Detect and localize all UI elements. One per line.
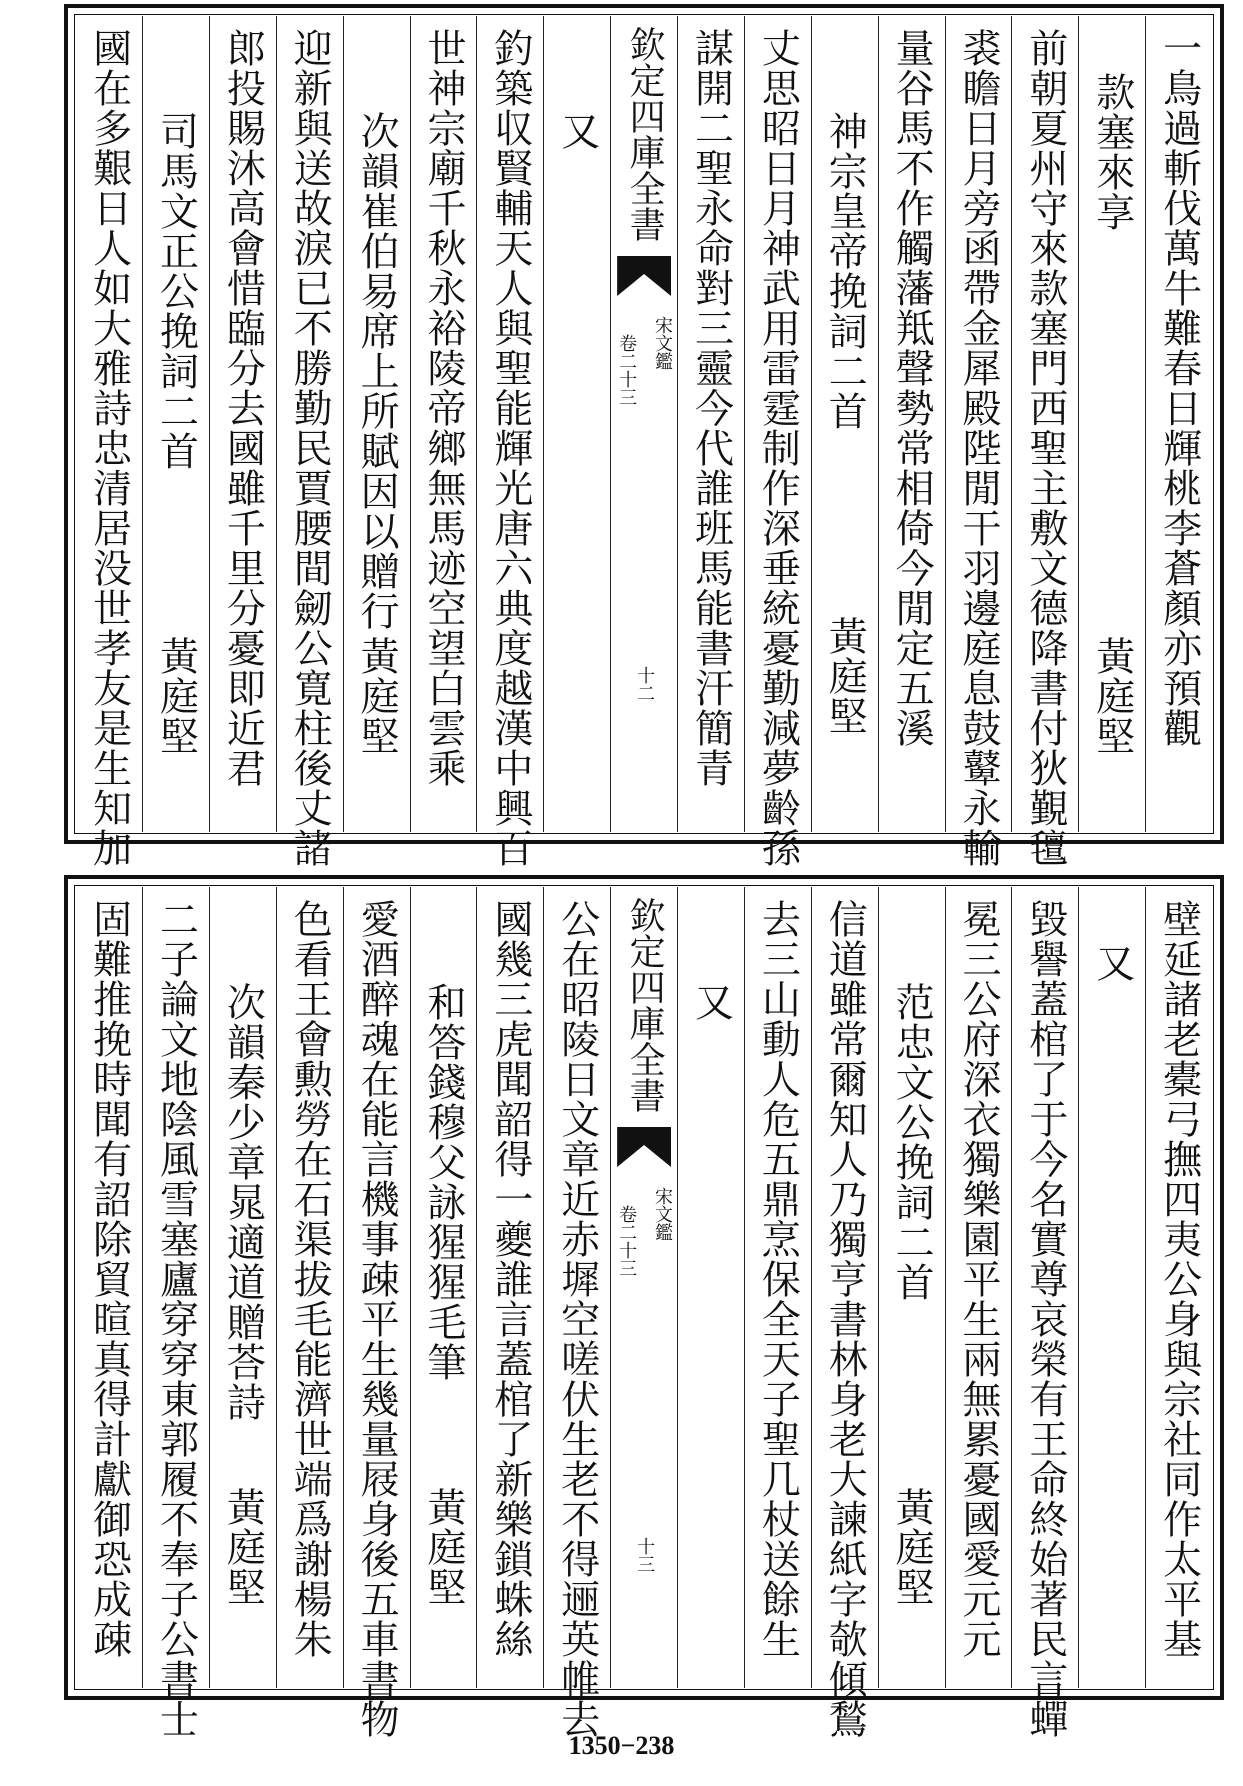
poem-author: 黃庭堅: [889, 1487, 935, 1607]
text-line: 釣築収賢輔天人與聖能輝光唐六典度越漢中興百: [487, 28, 533, 868]
text-column: [1012, 16, 1079, 868]
page-number: 1350−238: [568, 1731, 675, 1760]
poem-title: 和答錢穆父詠猩猩毛筆: [420, 982, 466, 1382]
text-column: [277, 16, 344, 868]
text-column: [544, 887, 611, 1739]
text-line: 壁延諸老橐弓撫四夷公身與宗社同作太平基: [1156, 899, 1202, 1659]
poem-title: 款塞來享: [1089, 72, 1135, 232]
text-line: 固難推挽時聞有詔除貿暄真得計獻御恐成疎: [86, 899, 132, 1659]
text-column: [946, 16, 1013, 868]
text-line: 世神宗廟千秋永裕陵帝鄉無馬迹空望白雲乘: [420, 28, 466, 788]
center-banner: [611, 16, 678, 832]
text-column: [143, 16, 210, 832]
text-column: [411, 887, 478, 1688]
text-line: 迎新與送故淚已不勝勤民賈腰間劒公寛柱後丈諸: [287, 28, 333, 868]
poem-title: 范忠文公挽詞二首: [889, 982, 935, 1302]
poem-author: 黃庭堅: [153, 636, 199, 756]
text-line: 郎投賜沐高會惜臨分去國雖千里分憂即近君: [220, 28, 266, 788]
poem-title: 又: [554, 111, 600, 151]
text-line: 國幾三虎聞韶得一夔誰言蓋棺了新樂鎖蛛絲: [487, 899, 533, 1659]
poem-title: 司馬文正公挽詞二首: [153, 111, 199, 471]
volume-label: 卷二十三: [616, 1205, 638, 1277]
leaf-number: 十二: [634, 666, 656, 702]
text-line: 一鳥過斬伐萬牛難春日輝桃李蒼顏亦預觀: [1156, 28, 1202, 748]
text-line: 裘瞻日月旁函帶金犀殿陛閒干羽邊庭息鼓鼙永輸: [955, 28, 1001, 868]
text-column: [210, 16, 277, 832]
poem-title: 神宗皇帝挽詞二首: [822, 111, 868, 431]
text-column: [344, 887, 411, 1739]
text-column: [1146, 16, 1212, 832]
poem-author: 黃庭堅: [220, 1487, 266, 1607]
book-series-title: 欽定四庫全書: [624, 897, 666, 1113]
text-line: 色看王會勲勞在石渠拔毛能濟世端爲謝楊朱: [287, 899, 333, 1659]
poem-title: 次韻崔伯易席上所賦因以贈行: [354, 111, 400, 631]
text-line: 國在多艱日人如大雅詩忠清居没世孝友是生知加: [86, 28, 132, 868]
text-column: [812, 16, 879, 832]
leaf-number: 十三: [634, 1537, 656, 1573]
text-column: [210, 887, 277, 1688]
poem-title: 次韻秦少章晁適道贈荅詩: [220, 982, 266, 1422]
text-line: 量谷馬不作觸藩羝聲勢常相倚今閒定五溪: [889, 28, 935, 748]
text-line: 二子論文地陰風雪塞廬穿穿東郭履不奉子公書士: [153, 899, 199, 1739]
book-name: 宋文鑑: [652, 1187, 673, 1241]
text-line: 去三山動人危五鼎烹保全天子聖几杖送餘生: [755, 899, 801, 1659]
volume-label: 卷二十三: [616, 334, 638, 406]
text-column: [277, 887, 344, 1688]
text-column: [678, 16, 745, 832]
poem-author: 黃庭堅: [822, 616, 868, 736]
poem-author: 黃庭堅: [354, 636, 400, 756]
text-column: [812, 887, 879, 1739]
book-name: 宋文鑑: [652, 316, 673, 370]
bottom-page-panel: [64, 875, 1224, 1739]
text-line: 前朝夏州守來款塞門西聖主敷文德降書付狄覲氊: [1022, 28, 1068, 868]
text-line: 毀譽蓋棺了于今名實尊哀榮有王命終始著民言蟬: [1022, 899, 1068, 1739]
center-banner: [611, 887, 678, 1688]
text-line: 冕三公府深衣獨樂園平生兩無累憂國愛元元: [955, 899, 1001, 1659]
text-column: [143, 887, 210, 1739]
text-column: [76, 16, 143, 868]
text-column: [678, 887, 745, 1688]
poem-title: 又: [688, 982, 734, 1022]
text-column: [1079, 887, 1146, 1688]
text-line: 丈思昭日月神武用雷霆制作深垂統憂勤減夢齡孫: [755, 28, 801, 868]
text-column: [1012, 887, 1079, 1739]
text-line: 公在昭陵日文章近赤墀空嗟伏生老不得逦英帷去: [554, 899, 600, 1739]
text-line: 愛酒醉魂在能言機事疎平生幾量屐身後五車書物: [354, 899, 400, 1739]
text-column: [1146, 887, 1212, 1688]
text-line: 信道雖常爾知人乃獨亨書林身老大諫紙字欹傾鶖: [822, 899, 868, 1739]
poem-author: 黃庭堅: [1089, 636, 1135, 756]
text-column: [477, 16, 544, 868]
poem-author: 黃庭堅: [420, 1487, 466, 1607]
text-column: [544, 16, 611, 832]
text-column: [745, 16, 812, 868]
text-line: 謀開二聖永命對三靈今代誰班馬能書汗簡青: [688, 28, 734, 788]
top-page-panel: [64, 4, 1224, 868]
text-column: [745, 887, 812, 1688]
text-column: [477, 887, 544, 1688]
text-column: [879, 16, 946, 832]
text-column: [411, 16, 478, 832]
poem-title: 又: [1089, 943, 1135, 983]
fishtail-mark: [617, 1127, 671, 1167]
text-column: [76, 887, 143, 1688]
text-column: [946, 887, 1013, 1688]
text-column: [879, 887, 946, 1688]
fishtail-mark: [617, 256, 671, 296]
book-series-title: 欽定四庫全書: [624, 26, 666, 242]
text-column: [344, 16, 411, 832]
text-column: [1079, 16, 1146, 832]
